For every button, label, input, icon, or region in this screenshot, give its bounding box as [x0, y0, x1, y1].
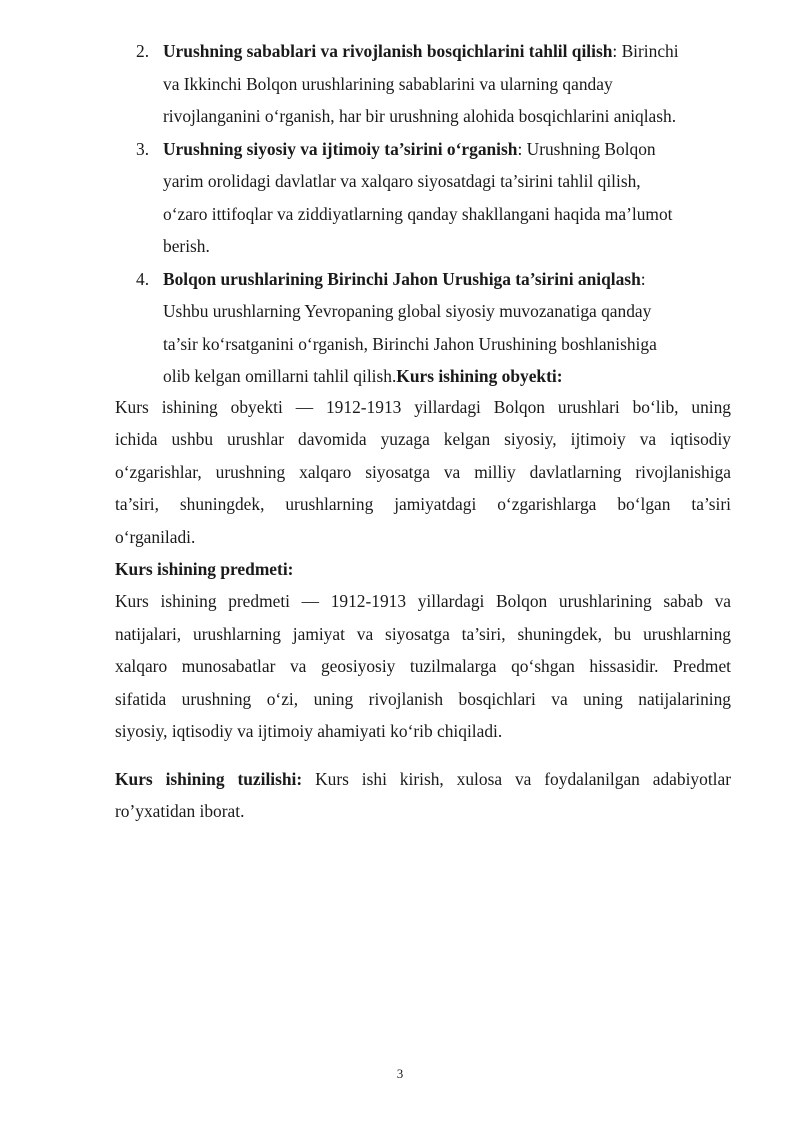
- paragraph-line: o‘rganiladi.: [115, 526, 196, 547]
- item-text: rivojlanganini o‘rganish, har bir urushning alohida bosqichlarini aniqlash.: [163, 106, 677, 126]
- paragraph-line: natijalari, urushlarning jamiyat va siyosatga ta’siri, shuningdek, bu urushlarning: [115, 623, 731, 644]
- item-text: yarim orolidagi davlatlar va xalqaro siyosatdagi ta’sirini tahlil qilish,: [163, 171, 641, 191]
- tuzilishi-section: [115, 763, 731, 828]
- paragraph-line: ichida ushbu urushlar davomida yuzaga kelgan siyosiy, ijtimoiy va iqtisodiy: [115, 429, 731, 450]
- paragraph-line: xalqaro munosabatlar va geosiyosiy tuzilmalarga qo‘shgan hissasidir. Predmet: [115, 656, 731, 677]
- paragraph-line: o‘zgarishlar, urushning xalqaro siyosatga va milliy davlatlarning rivojlanishiga: [115, 461, 731, 482]
- paragraph-line: ta’siri, shuningdek, urushlarning jamiyatdagi o‘zgarishlarga bo‘lgan ta’siri: [115, 494, 731, 515]
- list-item: [136, 263, 736, 393]
- list-item: [136, 133, 736, 263]
- item-title: Bolqon urushlarining Birinchi Jahon Urushiga ta’sirini aniqlash: [163, 268, 641, 289]
- item-text: :: [640, 268, 646, 289]
- list-number: 3.: [136, 138, 150, 159]
- predmeti-section: [115, 553, 731, 747]
- predmeti-heading: Kurs ishining predmeti:: [115, 559, 294, 579]
- paragraph-line: Kurs ishining obyekti — 1912-1913 yillardagi Bolqon urushlari bo‘lib, uning: [115, 397, 731, 417]
- obyekti-paragraph: [115, 391, 731, 553]
- list-number: 2.: [136, 41, 150, 61]
- tuzilishi-heading: Kurs ishining tuzilishi:: [115, 769, 303, 789]
- objectives-list: [136, 35, 736, 393]
- item-text: : Birinchi: [612, 41, 679, 61]
- paragraph-line: ro’yxatidan iborat.: [115, 801, 245, 822]
- item-text: olib kelgan omillarni tahlil qilish.: [163, 366, 397, 386]
- item-title: Urushning siyosiy va ijtimoiy ta’sirini o‘rganish: [163, 138, 518, 159]
- paragraph-text: Kurs ishi kirish, xulosa va foydalanilgan adabiyotlar: [302, 769, 731, 789]
- list-number: 4.: [136, 268, 150, 289]
- item-title: Urushning sabablari va rivojlanish bosqichlarini tahlil qilish: [163, 41, 613, 61]
- page-number: 3: [396, 1066, 404, 1081]
- item-text: ta’sir ko‘rsatganini o‘rganish, Birinchi Jahon Urushining boshlanishiga: [163, 333, 657, 354]
- list-item: [136, 35, 736, 133]
- item-text: : Urushning Bolqon: [517, 138, 656, 159]
- obyekti-heading: Kurs ishining obyekti:: [396, 366, 563, 386]
- item-text: va Ikkinchi Bolqon urushlarining sabablarini va ularning qanday: [163, 73, 613, 94]
- item-text: o‘zaro ittifoqlar va ziddiyatlarning qanday shakllangani haqida ma’lumot: [163, 203, 673, 224]
- paragraph-line: siyosiy, iqtisodiy va ijtimoiy ahamiyati ko‘rib chiqiladi.: [115, 721, 503, 742]
- paragraph-line: Kurs ishining predmeti — 1912-1913 yillardagi Bolqon urushlarining sabab va: [115, 591, 731, 612]
- item-text: berish.: [163, 236, 210, 256]
- paragraph-line: sifatida urushning o‘zi, uning rivojlanish bosqichlari va uning natijalarining: [115, 688, 731, 709]
- item-text: Ushbu urushlarning Yevropaning global siyosiy muvozanatiga qanday: [163, 301, 652, 321]
